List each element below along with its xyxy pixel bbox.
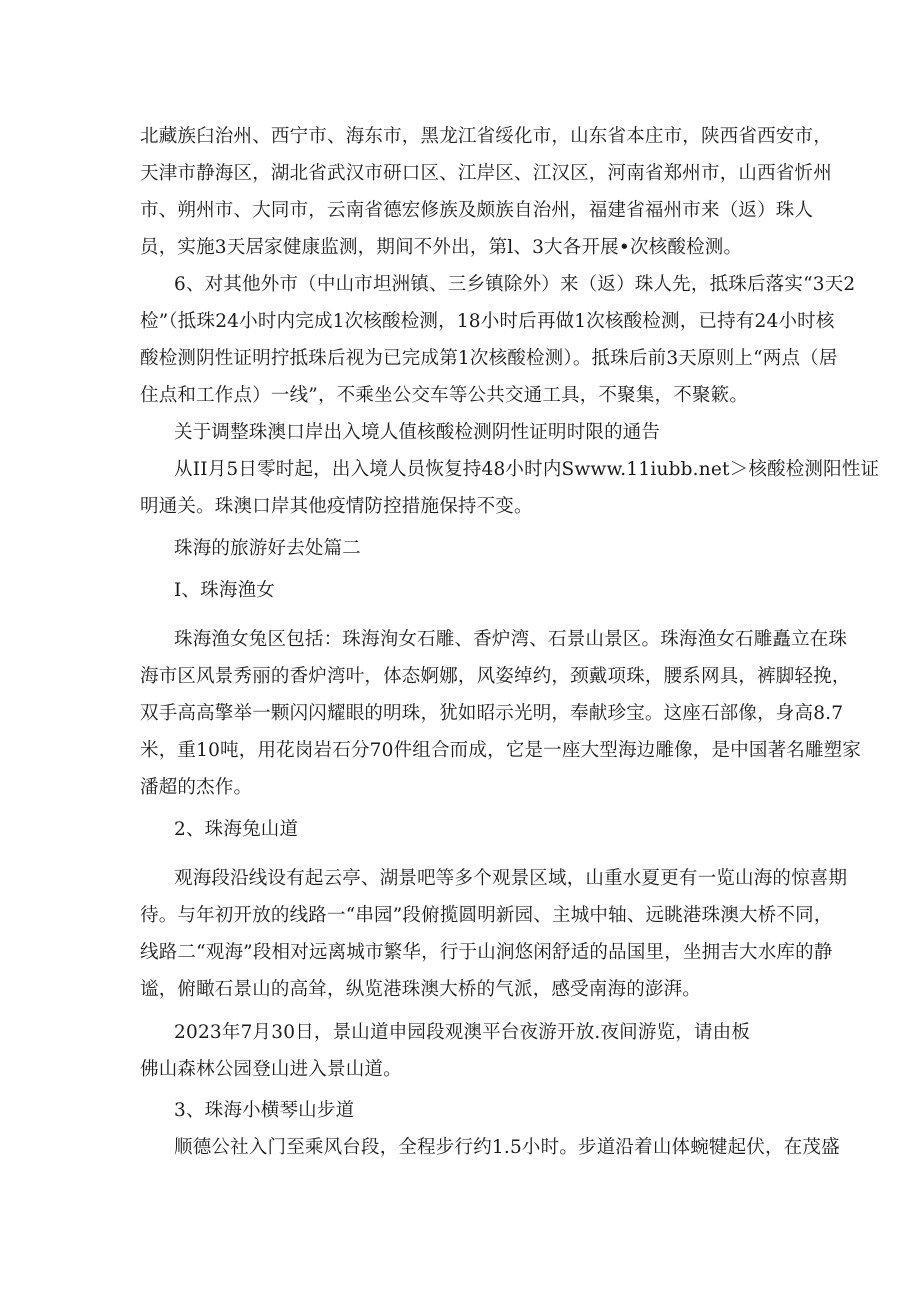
subsection-heading: I、珠海渔女 xyxy=(174,580,276,601)
paragraph-line: 6、对其他外市（中山市坦洲镇、三乡镇除外）来（返）珠人先，抵珠后落实“3天2 xyxy=(174,274,856,295)
subsection-heading: 2、珠海兔山道 xyxy=(174,819,299,840)
section-title: 珠海的旅游好去处篇二 xyxy=(174,538,362,559)
paragraph-line: 天津市静海区，湖北省武汉市研口区、江岸区、江汉区，河南省郑州市，山西省忻州 xyxy=(140,163,832,184)
paragraph-line: 谧，俯瞰石景山的高耸，纵览港珠澳大桥的气派，感受南海的澎湃。 xyxy=(140,979,702,1000)
paragraph-line: 2023年7月30日，景山道申园段观澳平台夜游开放.夜间游览，请由板 xyxy=(174,1022,751,1043)
paragraph-line: 潘超的杰作。 xyxy=(140,777,253,798)
paragraph-line: 待。与年初开放的线路一“串园”段俯揽圆明新园、主城中轴、远眺港珠澳大桥不同， xyxy=(140,905,833,926)
paragraph-line: 检”（抵珠24小时内完成1次核酸检测，18小时后再做1次核酸检测，已持有24小时核 xyxy=(140,311,835,332)
paragraph-line: 北藏族臼治州、西宁市、海东市，黑龙江省绥化市，山东省本庄市，陕西省西安市， xyxy=(140,126,832,147)
subsection-heading: 3、珠海小横琴山步道 xyxy=(174,1100,355,1121)
paragraph-line: 米，重10吨，用花岗岩石分70件组合而成，它是一座大型海边雕像，是中国著名雕塑家 xyxy=(140,740,862,761)
paragraph-line: 从II月5日零时起，出入境人员恢复持48小时内Swww.11iubb.net＞核酸检测阳性证 xyxy=(174,459,880,480)
paragraph-line: 线路二“观海”段相对远离城市繁华，行于山涧悠闲舒适的品国里，坐拥吉大水库的静 xyxy=(140,942,833,963)
notice-title: 关于调整珠澳口岸出入境人值核酸检测阴性证明时限的通告 xyxy=(174,422,661,443)
paragraph-line: 明通关。珠澳口岸其他疫情防控措施保持不变。 xyxy=(140,496,533,517)
paragraph-line: 酸检测阴性证明拧抵珠后视为已完成第1次核酸检测）。抵珠后前3天原则上“两点（居 xyxy=(140,348,838,369)
paragraph-line: 双手高高擎举一颗闪闪耀眼的明珠，犹如昭示光明，奉献珍宝。这座石部像，身高8.7 xyxy=(140,703,844,724)
paragraph-line: 观海段沿线设有起云亭、湖景吧等多个观景区域，山重水夏更有一览山海的惊喜期 xyxy=(174,868,848,889)
paragraph-line: 顺德公社入门至乘风台段，全程步行约1.5小时。步道沿着山体蜿犍起伏，在茂盛 xyxy=(174,1137,840,1158)
paragraph-line: 佛山森林公园登山进入景山道。 xyxy=(140,1059,402,1080)
paragraph-line: 员，实施3天居家健康监测，期间不外出，第l、3大各开展•次核酸检测。 xyxy=(140,237,743,258)
paragraph-line: 海市区风景秀丽的香炉湾叶，体态婀娜，风姿绰约，颈戴项珠，腰系网具，裤脚轻挽， xyxy=(140,666,851,687)
paragraph-line: 市、朔州市、大同市，云南省德宏修族及颇族自治州，福建省福州市来（返）珠人 xyxy=(140,200,814,221)
paragraph-line: 住点和工作点）一线”，不乘坐公交车等公共交通工具，不聚集，不聚簌。 xyxy=(140,385,749,406)
paragraph-line: 珠海渔女兔区包括：珠海洵女石雕、香炉湾、石景山景区。珠海渔女石雕矗立在珠 xyxy=(174,629,848,650)
